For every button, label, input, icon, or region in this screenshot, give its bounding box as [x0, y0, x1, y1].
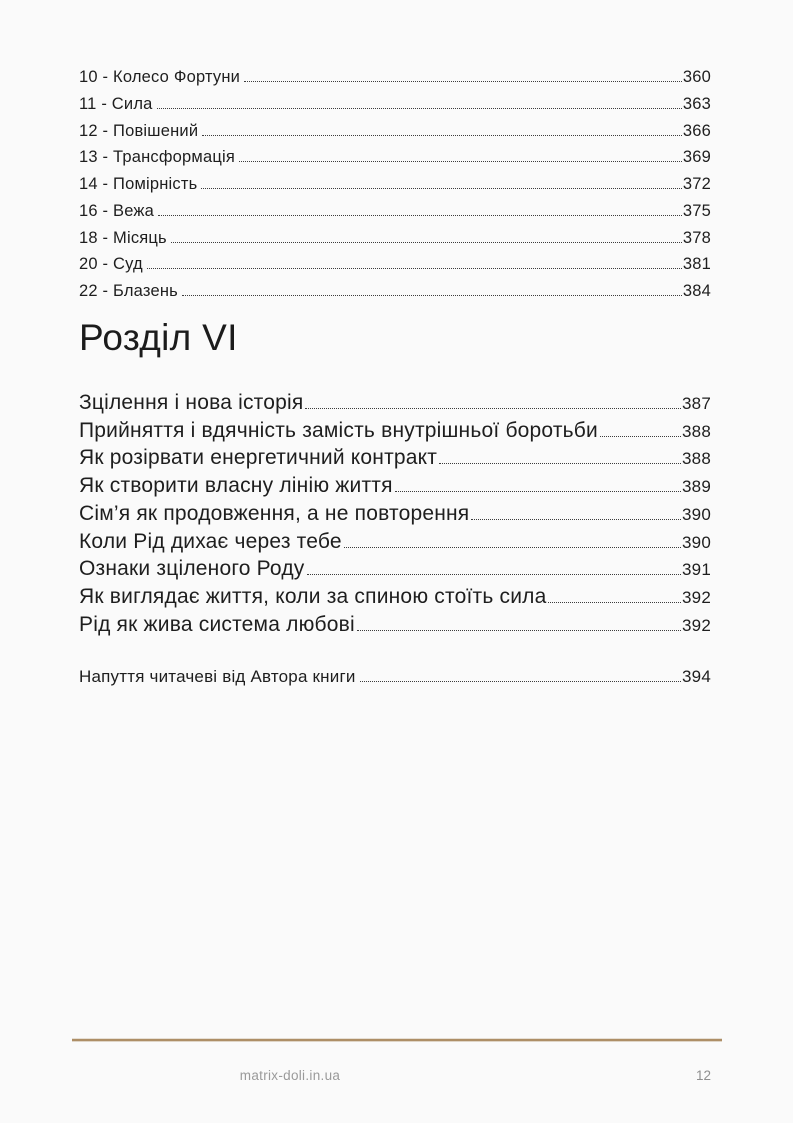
- toc-entry-label: 13 - Трансформація: [79, 148, 235, 167]
- toc-entry: [79, 445, 711, 473]
- toc-entry-label: Коли Рід дихає через тебе: [79, 529, 342, 553]
- toc-entry-label: Сім’я як продовження, а не повторення: [79, 501, 470, 525]
- toc-entry-page-number: 389: [682, 477, 711, 496]
- toc-entry: [79, 278, 711, 305]
- dot-leader: [201, 188, 681, 189]
- toc-entry-label: 12 - Повішений: [79, 121, 199, 140]
- toc-entry-page-number: 390: [682, 504, 711, 524]
- dot-leader: [600, 436, 681, 437]
- dot-leader: [244, 81, 682, 82]
- toc-entry-page-number: 378: [682, 228, 711, 247]
- toc-content: [79, 64, 711, 690]
- dot-leader: [307, 574, 682, 575]
- toc-entry: [79, 584, 711, 612]
- toc-entry-label: 10 - Колесо Фортуни: [79, 68, 241, 86]
- dot-leader: [158, 215, 682, 216]
- toc-entry-label: 11 - Сила: [79, 94, 153, 113]
- toc-entry-page-number: 372: [682, 175, 711, 193]
- toc-entry-label: Як розірвати енергетичний контракт: [79, 446, 438, 470]
- toc-entry-page-number: 388: [682, 449, 711, 469]
- toc-list-closing: [79, 664, 711, 691]
- toc-entry-label: 18 - Місяць: [79, 228, 167, 247]
- toc-entry-label: Прийняття і вдячність замість внутрішньої боротьби: [79, 418, 598, 442]
- dot-leader: [157, 108, 682, 109]
- toc-entry: [79, 118, 711, 145]
- footer-website: matrix-doli.in.ua: [239, 1068, 341, 1083]
- toc-entry-page-number: 366: [682, 121, 711, 140]
- toc-entry: [79, 144, 711, 171]
- toc-entry: [79, 64, 711, 91]
- toc-entry-page-number: 363: [682, 94, 711, 113]
- dot-leader: [548, 602, 681, 603]
- dot-leader: [182, 295, 682, 296]
- toc-entry-page-number: 391: [682, 560, 711, 580]
- dot-leader: [171, 242, 682, 243]
- toc-entry-label: Зцілення і нова історія: [79, 390, 304, 414]
- toc-entry-page-number: 392: [682, 615, 711, 635]
- dot-leader: [471, 519, 681, 520]
- section-heading: Розділ VI: [79, 316, 238, 358]
- dot-leader: [202, 135, 682, 136]
- toc-entry-label: Рід як жива система любові: [79, 612, 355, 636]
- toc-entry: [79, 473, 711, 501]
- toc-entry: [79, 529, 711, 557]
- toc-entry-page-number: 375: [682, 201, 711, 220]
- toc-entry-page-number: 369: [682, 148, 711, 167]
- toc-entry-page-number: 392: [682, 588, 711, 607]
- dot-leader: [147, 268, 682, 269]
- dot-leader: [439, 463, 681, 464]
- toc-entry: [79, 251, 711, 278]
- toc-list-section-six: [79, 390, 711, 640]
- toc-entry-label: 20 - Суд: [79, 255, 143, 274]
- toc-entry: [79, 501, 711, 529]
- toc-entry-label: 14 - Помірність: [79, 175, 198, 193]
- dot-leader: [360, 681, 681, 682]
- dot-leader: [239, 161, 682, 162]
- toc-entry: [79, 225, 711, 252]
- toc-entry-page-number: 360: [682, 68, 711, 86]
- dot-leader: [344, 547, 681, 548]
- toc-entry-label: 22 - Блазень: [79, 282, 178, 300]
- footer-divider-line: [72, 1039, 722, 1041]
- toc-entry-label: 16 - Вежа: [79, 201, 155, 220]
- dot-leader: [395, 491, 681, 492]
- footer-page-number: 12: [695, 1068, 711, 1083]
- toc-entry-label: Ознаки зціленого Роду: [79, 557, 305, 581]
- toc-list-chapters: [79, 64, 711, 305]
- toc-entry-page-number: 390: [682, 532, 711, 552]
- toc-entry-label: Напуття читачеві від Автора книги: [79, 666, 356, 686]
- toc-entry-page-number: 384: [682, 282, 711, 300]
- toc-entry: [79, 556, 711, 584]
- dot-leader: [357, 630, 681, 631]
- toc-entry: [79, 198, 711, 225]
- toc-entry-label: Як виглядає життя, коли за спиною стоїть сила: [79, 585, 547, 608]
- toc-entry: [79, 390, 711, 418]
- toc-entry-page-number: 388: [682, 421, 711, 441]
- dot-leader: [305, 408, 681, 409]
- toc-entry: [79, 418, 711, 446]
- toc-entry-label: Як створити власну лінію життя: [79, 474, 393, 497]
- toc-entry: [79, 91, 711, 118]
- toc-entry: [79, 612, 711, 640]
- toc-entry-page-number: 381: [682, 255, 711, 274]
- toc-entry: [79, 664, 711, 691]
- toc-entry: [79, 171, 711, 198]
- toc-entry-page-number: 387: [682, 393, 711, 413]
- toc-entry-page-number: 394: [682, 666, 711, 686]
